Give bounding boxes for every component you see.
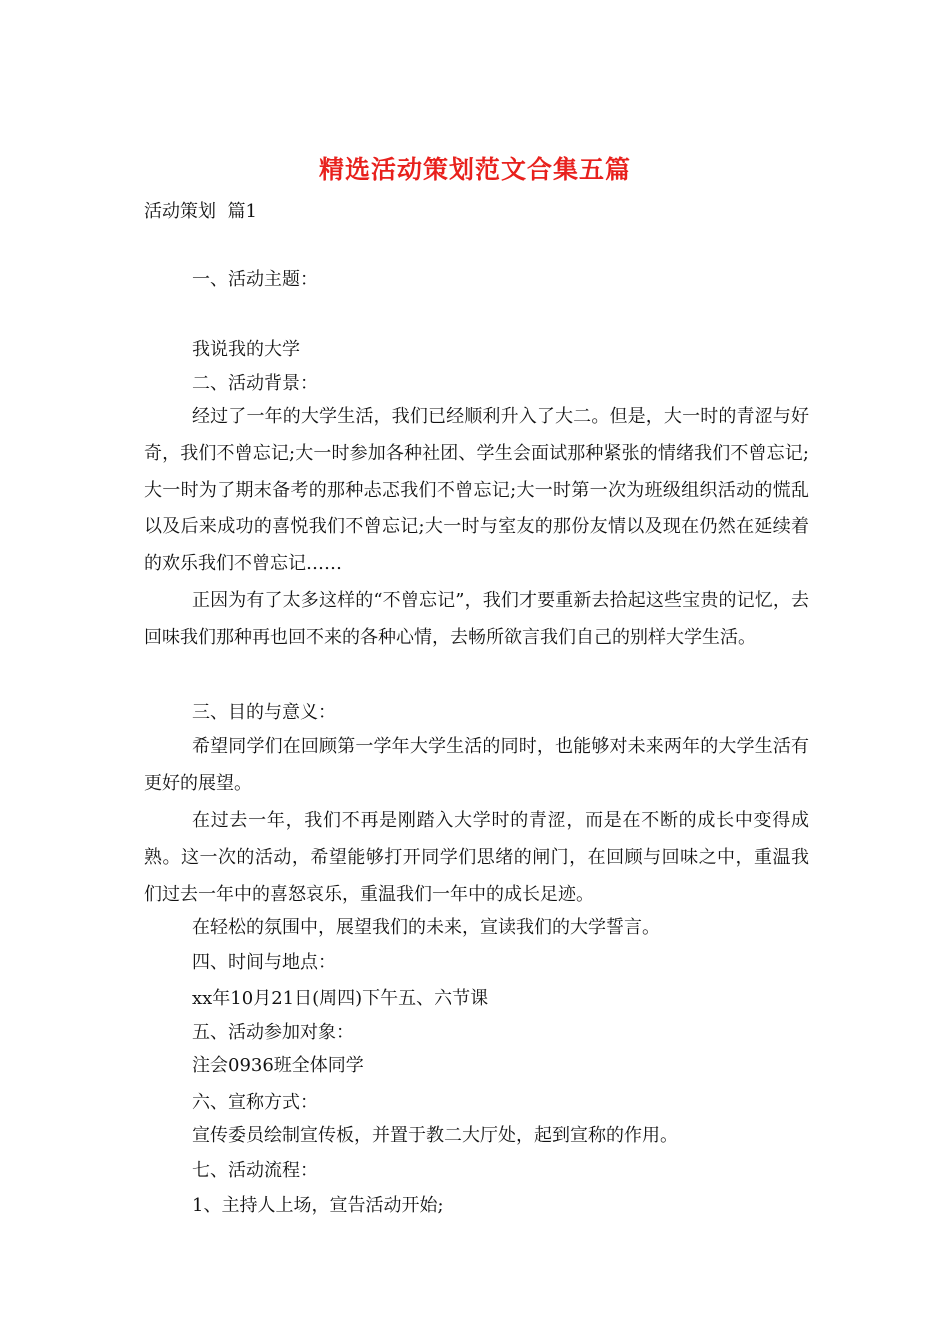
time-heading: 四、时间与地点： <box>192 952 336 973</box>
process-step-1: 1、主持人上场，宣告活动开始; <box>192 1195 444 1216</box>
document-title: 精选活动策划范文合集五篇 <box>318 155 631 184</box>
section-subtitle: 活动策划 篇1 <box>144 201 257 222</box>
time-text: xx年10月21日(周四)下午五、六节课 <box>192 988 489 1009</box>
purpose-paragraph-3: 在轻松的氛围中，展望我们的未来，宣读我们的大学誓言。 <box>192 917 660 938</box>
process-heading: 七、活动流程： <box>192 1160 318 1181</box>
participants-heading: 五、活动参加对象： <box>192 1022 354 1043</box>
publicity-heading: 六、宣称方式： <box>192 1092 318 1113</box>
theme-text: 我说我的大学 <box>192 339 300 360</box>
purpose-paragraph-2: 在过去一年，我们不再是刚踏入大学时的青涩，而是在不断的成长中变得成熟。这一次的活动，希望能够打开同学们思绪的闸门，在回顾与回味之中，重温我们过去一年中的喜怒哀乐，重温我们一年中的成长足迹。 <box>144 810 809 905</box>
participants-text: 注会0936班全体同学 <box>192 1055 364 1076</box>
theme-heading: 一、活动主题： <box>192 269 318 290</box>
purpose-paragraph-1: 希望同学们在回顾第一学年大学生活的同时，也能够对未来两年的大学生活有更好的展望。 <box>144 736 809 794</box>
background-paragraph-1: 经过了一年的大学生活，我们已经顺利升入了大二。但是，大一时的青涩与好奇，我们不曾忘记;大一时参加各种社团、学生会面试那种紧张的情绪我们不曾忘记;大一时为了期末备考的那种忐忑我们不曾忘记;大一时第一次为班级组织活动的慌乱以及后来成功的喜悦我们不曾忘记;大一时与室友的那份友情以及现在仍然在延续着的欢乐我们不曾忘记…… <box>144 406 809 575</box>
background-paragraph-2: 正因为有了太多这样的“不曾忘记”，我们才要重新去拾起这些宝贵的记忆，去回味我们那种再也回不来的各种心情，去畅所欲言我们自己的别样大学生活。 <box>144 590 809 648</box>
background-heading: 二、活动背景： <box>192 373 318 394</box>
purpose-heading: 三、目的与意义： <box>192 702 336 723</box>
publicity-text: 宣传委员绘制宣传板，并置于教二大厅处，起到宣称的作用。 <box>192 1125 678 1146</box>
